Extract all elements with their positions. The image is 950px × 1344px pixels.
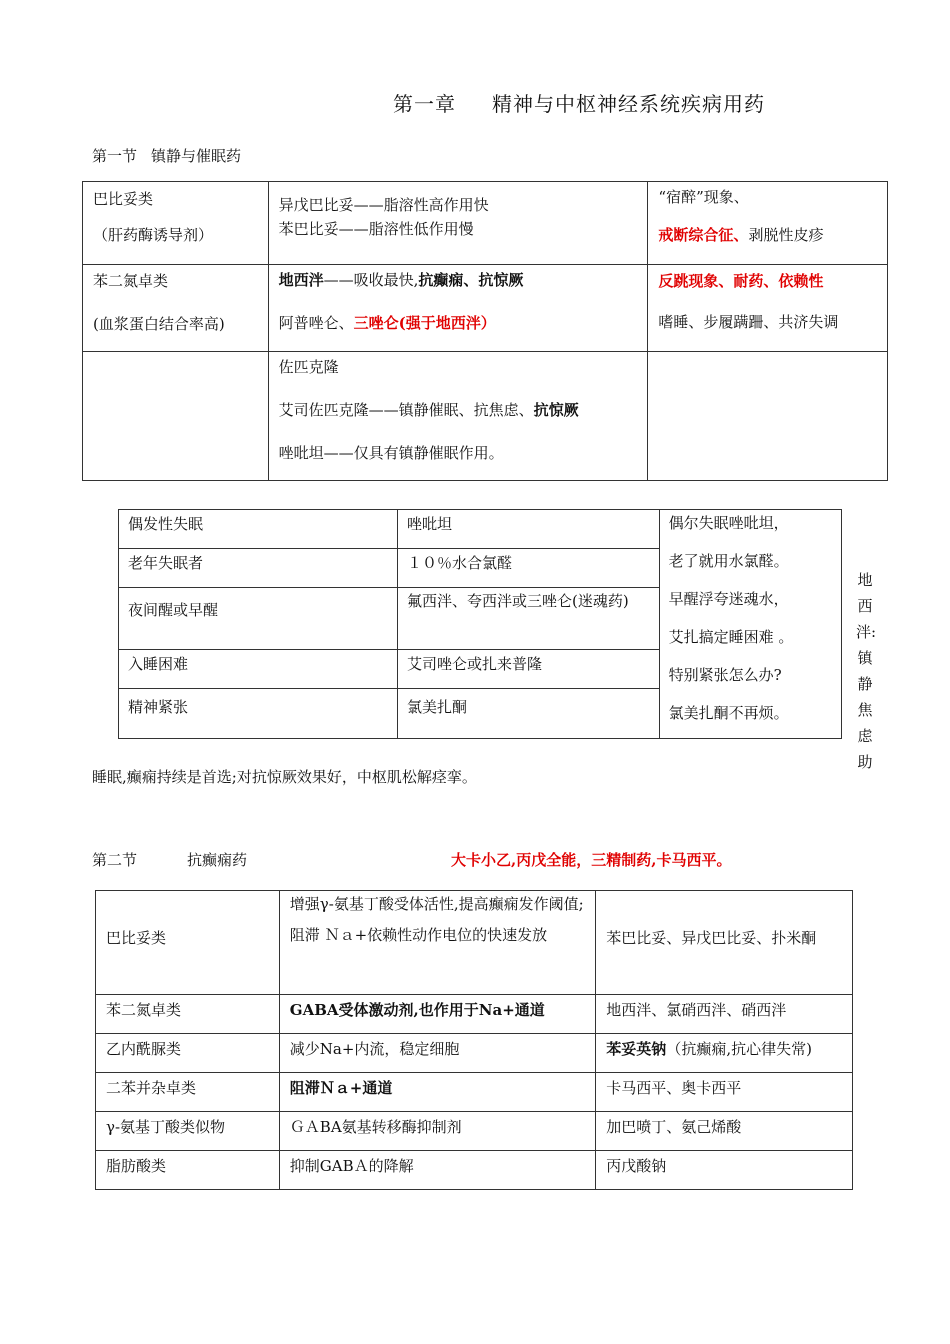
class-note: (血浆蛋白结合率高) — [93, 315, 225, 333]
class-cell: 脂肪酸类 — [96, 1151, 280, 1190]
table-row — [83, 182, 888, 265]
table-row — [119, 510, 842, 549]
effect-line: “宿醉”现象、 — [658, 188, 749, 206]
drugs-cell — [268, 352, 648, 481]
mechanism-line: 增强γ-氨基丁酸受体活性,提高癫痫发作阈值; — [289, 895, 584, 913]
drugs-cell: 加巴喷丁、氨己烯酸 — [596, 1112, 853, 1151]
condition-cell — [119, 689, 398, 739]
drug-text: 艾司佐匹克隆——镇静催眠、抗焦虑、 — [278, 401, 534, 419]
effects-cell — [648, 182, 888, 265]
section-1-heading — [92, 145, 241, 166]
drug-line — [279, 269, 638, 291]
mnemonic-line: 特别紧张怎么办? — [668, 666, 782, 684]
table-row — [96, 1034, 853, 1073]
effect-text: 剥脱性皮疹 — [748, 226, 824, 244]
effects-cell — [648, 265, 888, 352]
table-row — [96, 1112, 853, 1151]
insomnia-table — [118, 509, 842, 739]
drug-text: 阿普唑仑、 — [278, 314, 354, 332]
table-row — [96, 995, 853, 1034]
drugs-cell — [268, 265, 648, 352]
effect-line: 嗜睡、步履蹒跚、共济失调 — [658, 313, 839, 331]
drugs-text: （抗癫痫,抗心律失常) — [666, 1040, 812, 1058]
class-cell: 乙内酰脲类 — [96, 1034, 280, 1073]
drug-bold-text: 苯妥英钠 — [606, 1040, 667, 1058]
mnemonic-line: 偶尔失眠唑吡坦， — [668, 514, 789, 532]
table-row — [96, 1151, 853, 1190]
drug-line: 佐匹克隆 — [278, 358, 339, 376]
mnemonic-line: 老了就用水氯醛。 — [668, 552, 789, 570]
class-name: 巴比妥类 — [93, 190, 154, 208]
table-row — [96, 891, 853, 995]
drug-name: 地西泮 — [278, 271, 324, 289]
drugs-cell — [596, 891, 853, 995]
class-cell: γ-氨基丁酸类似物 — [96, 1112, 280, 1151]
section-2-heading — [92, 849, 247, 870]
section-2-title: 抗癫痫药 — [187, 851, 248, 869]
condition-text: 精神紧张 — [128, 698, 189, 716]
condition-cell: 老年失眠者 — [119, 549, 398, 588]
drug-cell — [397, 689, 659, 739]
class-name: 巴比妥类 — [106, 929, 167, 947]
diazepam-note-continuation: 睡眠,癫痫持续是首选;对抗惊厥效果好，中枢肌松解痉挛。 — [92, 768, 477, 786]
drug-cell: 唑吡坦 — [397, 510, 659, 549]
drugs-cell — [596, 1034, 853, 1073]
drug-line: 苯巴比妥——脂溶性低作用慢 — [278, 220, 474, 238]
table-row — [83, 352, 888, 481]
condition-cell: 偶发性失眠 — [119, 510, 398, 549]
drugs-cell: 地西泮、氯硝西泮、硝西泮 — [596, 995, 853, 1034]
drugs-cell — [268, 182, 648, 265]
mechanism-line: 阻滞 Ｎａ+依赖性动作电位的快速发放 — [289, 926, 548, 944]
condition-cell: 入睡困难 — [119, 650, 398, 689]
mechanism-cell: GABA受体激动剂,也作用于Na+通道 — [279, 995, 596, 1034]
class-cell — [83, 182, 269, 265]
condition-cell — [119, 588, 398, 650]
diazepam-side-note: 地西泮:镇静焦虑助 — [856, 571, 877, 771]
drug-cell — [397, 588, 659, 650]
drug-line: 唑吡坦——仅具有镇静催眠作用。 — [278, 444, 504, 462]
chapter-name: 精神与中枢神经系统疾病用药 — [492, 92, 765, 116]
highlight-text: 戒断综合征、 — [658, 226, 749, 244]
drug-bold-text: 抗癫痫、抗惊厥 — [418, 271, 524, 289]
mechanism-cell: 阻滞Ｎａ+通道 — [279, 1073, 596, 1112]
section-2-number: 第二节 — [92, 851, 138, 869]
mechanism-cell — [279, 891, 596, 995]
class-name: 苯二氮卓类 — [93, 272, 169, 290]
drugs-cell: 丙戊酸钠 — [596, 1151, 853, 1190]
chapter-number: 第一章 — [393, 92, 456, 116]
drug-cell: 艾司唑仑或扎来普隆 — [397, 650, 659, 689]
effects-cell — [648, 352, 888, 481]
mnemonic-cell — [659, 510, 841, 739]
class-note: （肝药酶诱导剂） — [93, 226, 214, 244]
class-cell — [83, 265, 269, 352]
section-1-number: 第一节 — [92, 147, 138, 165]
table-row — [83, 265, 888, 352]
class-cell — [96, 891, 280, 995]
drug-text: ——吸收最快, — [323, 271, 419, 289]
drug-line: 异戊巴比妥——脂溶性高作用快 — [278, 196, 489, 214]
table-row — [96, 1073, 853, 1112]
mechanism-cell: 减少Na+内流，稳定细胞 — [279, 1034, 596, 1073]
mechanism-cell: ＧＡBA氨基转移酶抑制剂 — [279, 1112, 596, 1151]
class-cell: 二苯并杂卓类 — [96, 1073, 280, 1112]
drug-line — [279, 312, 638, 334]
section-2-mnemonic: 大卡小乙,丙戊全能，三精制药,卡马西平。 — [451, 851, 732, 869]
effect-line: 反跳现象、耐药、依赖性 — [658, 272, 824, 290]
drugs-cell: 卡马西平、奥卡西平 — [596, 1073, 853, 1112]
mnemonic-line: 早醒浮夸迷魂水， — [668, 590, 789, 608]
class-cell: 苯二氮卓类 — [96, 995, 280, 1034]
effect-line — [658, 224, 877, 246]
mnemonic-line: 艾扎搞定睡困难 。 — [668, 628, 794, 646]
drug-text: 氟西泮、夸西泮或三唑仑(迷魂药) — [406, 592, 629, 610]
sedative-hypnotics-table — [82, 181, 888, 481]
mechanism-cell: 抑制GABＡ的降解 — [279, 1151, 596, 1190]
mnemonic-line: 氯美扎酮不再烦。 — [668, 704, 789, 722]
section-1-title: 镇静与催眠药 — [151, 147, 242, 165]
drugs-text: 苯巴比妥、异戊巴比妥、扑米酮 — [606, 929, 817, 947]
highlight-text: 三唑仑(强于地西泮） — [353, 314, 496, 332]
chapter-title — [393, 88, 765, 117]
drug-line — [279, 399, 638, 421]
drug-cell: １０％水合氯醛 — [397, 549, 659, 588]
antiepileptics-table — [95, 890, 853, 1190]
class-cell — [83, 352, 269, 481]
drug-bold-text: 抗惊厥 — [533, 401, 579, 419]
drug-text: 氯美扎酮 — [406, 698, 467, 716]
condition-text: 夜间醒或早醒 — [128, 601, 219, 619]
